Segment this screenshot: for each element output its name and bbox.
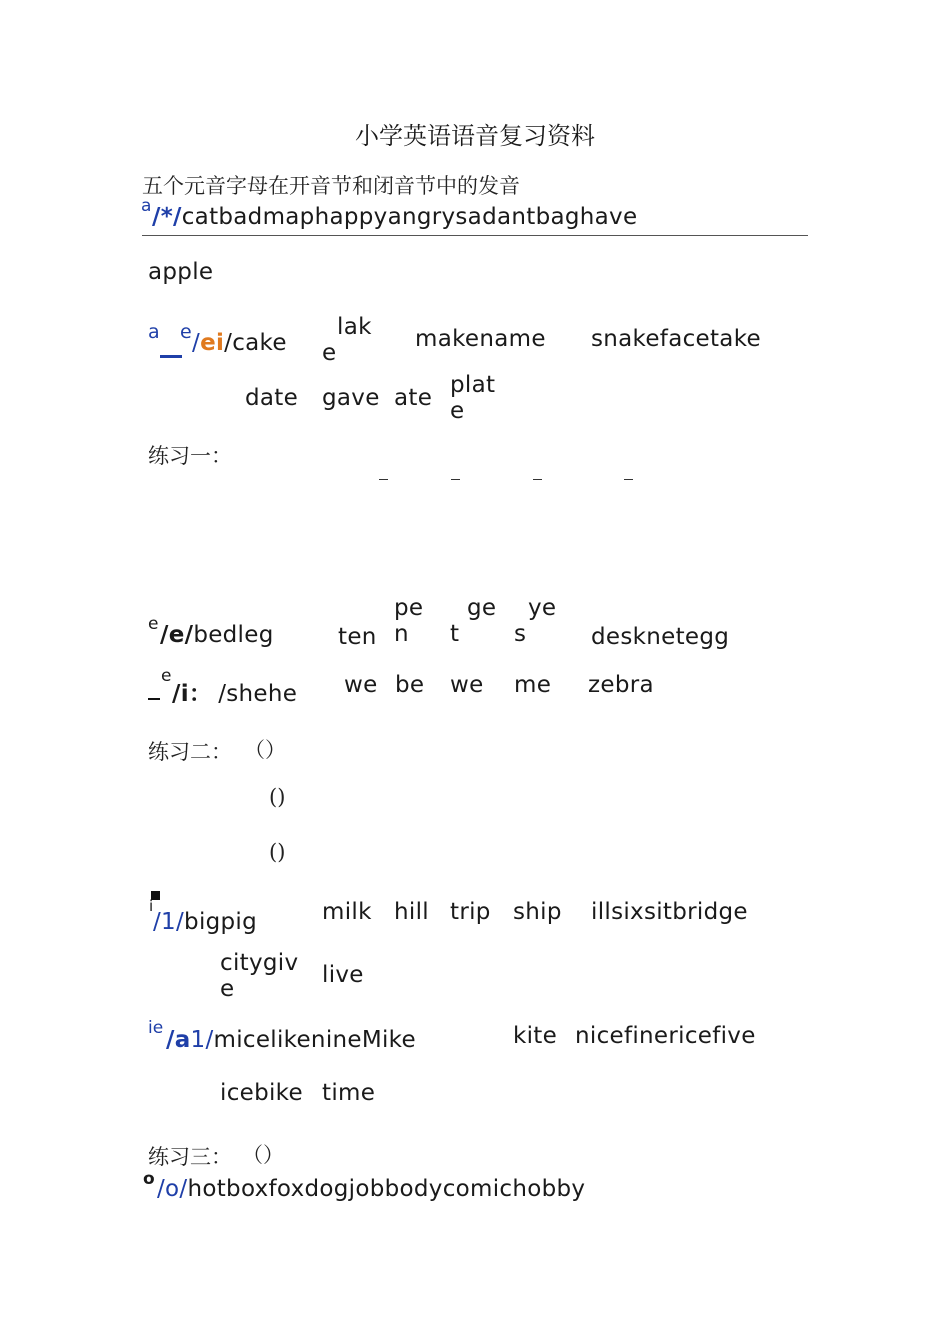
word-date: date	[245, 385, 299, 411]
word-ten: ten	[338, 624, 377, 650]
letter-e: e	[148, 614, 159, 634]
phonetic-a-slash: /a	[166, 1027, 191, 1053]
word-she: /shehe	[218, 681, 298, 707]
phonetic-i-long: /i：	[172, 681, 213, 707]
section-ae-line	[192, 330, 287, 356]
phonetic-i: /1/	[153, 909, 185, 935]
word-lake	[322, 314, 372, 366]
word-plate-part2: e	[450, 398, 465, 424]
phonetic-a: /*/	[152, 204, 182, 230]
word-pen-part2: n	[394, 621, 409, 647]
page-title: 小学英语语音复习资料	[355, 122, 595, 150]
exercise1-label: 练习一：	[148, 444, 232, 468]
phonetic-slash: /	[192, 330, 201, 356]
word-we-2: we	[450, 672, 484, 698]
word-cake: /cake	[224, 330, 287, 356]
word-lake-part2: e	[322, 340, 337, 366]
word-milk: milk	[322, 899, 372, 925]
word-lake-part1: lak	[337, 314, 372, 340]
section-e-long-line	[172, 675, 297, 708]
word-mice: micelikenineMike	[213, 1027, 416, 1053]
letter-a-open: a	[148, 321, 160, 343]
letter-a: a	[141, 196, 152, 216]
answer-blank-1[interactable]	[379, 479, 388, 480]
word-trip: trip	[450, 899, 491, 925]
word-get-part1: ge	[467, 595, 497, 621]
word-plate-part1: plat	[450, 372, 496, 398]
exercise3-paren[interactable]: （）	[242, 1143, 284, 1167]
word-me: me	[514, 672, 552, 698]
letter-e-silent: e	[180, 321, 192, 343]
word-live: live	[322, 962, 364, 988]
word-kite: kite	[513, 1023, 558, 1049]
word-yes	[514, 595, 556, 647]
word-zebra: zebra	[588, 672, 654, 698]
word-make: makename	[415, 326, 546, 352]
blank-underline	[160, 355, 182, 358]
answer-blank-3[interactable]	[533, 479, 542, 480]
exercise2-label: 练习二：	[148, 740, 232, 764]
word-yes-part2: s	[514, 621, 527, 647]
word-yes-part1: ye	[528, 595, 557, 621]
section-o-line	[157, 1176, 585, 1202]
exercise2-paren-1[interactable]: （）	[244, 738, 286, 762]
blank-marker-e	[148, 698, 160, 700]
word-get	[450, 595, 496, 647]
word-pen	[394, 595, 423, 647]
word-pen-part1: pe	[394, 595, 424, 621]
word-hill: hill	[394, 899, 429, 925]
letter-e-long: e	[161, 666, 172, 686]
phonetic-e: /e/	[160, 622, 194, 648]
section-a-line	[152, 204, 637, 230]
words-o: hotboxfoxdogjobbodycomichobby	[187, 1176, 586, 1202]
exercise3-label: 练习三：	[148, 1145, 232, 1169]
section-ie-line	[166, 1027, 416, 1053]
word-big: bigpig	[184, 909, 258, 935]
word-bed: bedleg	[193, 622, 274, 648]
word-nice: nicefinericefive	[575, 1023, 756, 1049]
phonetic-o: /o/	[157, 1176, 188, 1202]
word-ill: illsixsitbridge	[591, 899, 748, 925]
letter-i: i	[149, 897, 154, 915]
word-city	[220, 950, 298, 1002]
word-ate: ate	[394, 385, 433, 411]
word-city-part2: e	[220, 976, 235, 1002]
words-a: catbadmaphappyangrysadantbaghave	[181, 204, 638, 230]
word-apple: apple	[148, 259, 214, 285]
word-snake: snakefacetake	[591, 326, 761, 352]
word-plate	[450, 372, 495, 424]
letter-o: o	[143, 1169, 155, 1189]
section-i-line	[153, 909, 257, 935]
word-ice: icebike	[220, 1080, 303, 1106]
page-subtitle: 五个元音字母在开音节和闭音节中的发音	[142, 174, 520, 198]
section-e-line	[160, 622, 274, 648]
exercise2-paren-2[interactable]: ()	[269, 785, 286, 809]
word-ship: ship	[513, 899, 562, 925]
word-time: time	[322, 1080, 376, 1106]
exercise2-paren-3[interactable]: ()	[269, 840, 286, 864]
answer-blank-4[interactable]	[624, 479, 633, 480]
answer-blank-2[interactable]	[451, 479, 460, 480]
word-be: be	[395, 672, 425, 698]
letter-ie: ie	[148, 1018, 164, 1038]
word-desk: desknetegg	[591, 624, 730, 650]
word-city-part1: citygiv	[220, 950, 299, 976]
phonetic-1-slash: 1/	[190, 1027, 214, 1053]
phonetic-ei: ei	[200, 330, 225, 356]
word-we: we	[344, 672, 378, 698]
word-gave: gave	[322, 385, 380, 411]
header-rule	[142, 235, 808, 236]
word-get-part2: t	[450, 621, 460, 647]
